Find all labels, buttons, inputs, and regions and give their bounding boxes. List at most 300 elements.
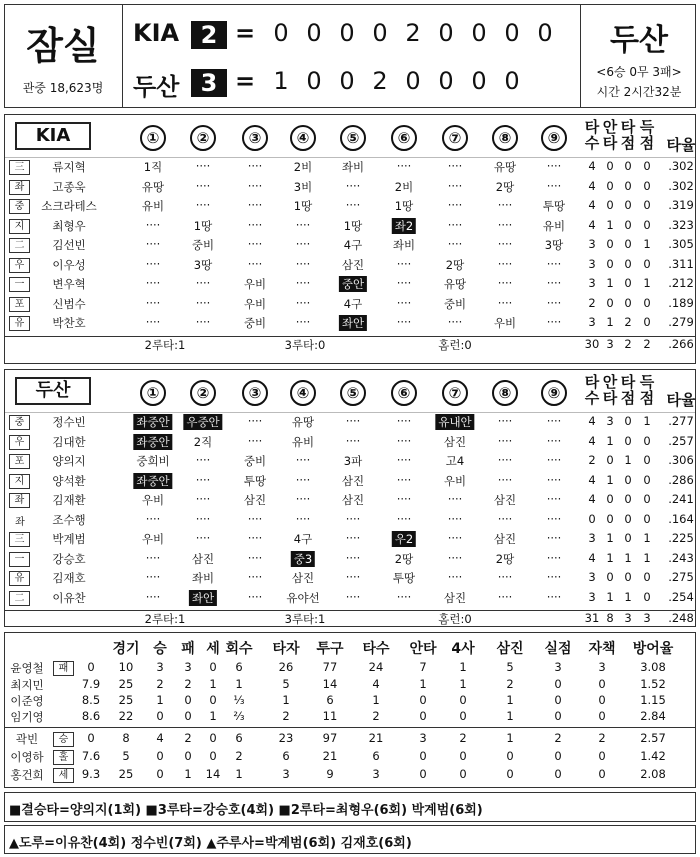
pitcher-bb-6: 0	[459, 767, 467, 781]
kia-atbat-4-2: 중비	[191, 238, 215, 252]
home-equals: =	[235, 67, 256, 95]
kia-inning-header-8: ⑧	[492, 125, 518, 151]
kia-atbat-5-7: 2땅	[445, 257, 465, 272]
doosan-pos-7: 一	[9, 552, 30, 567]
kia-pos-0: 三	[9, 160, 30, 175]
doosan-inning-header-6: ⑥	[391, 380, 417, 406]
pitch-header-11: 실점	[544, 641, 572, 657]
kia-stat-header-3-b: 점	[639, 134, 655, 152]
pitching-table	[4, 632, 696, 788]
away-inning-3: 0	[339, 19, 355, 47]
pitcher-ip-5: 2	[235, 749, 243, 763]
kia-total-ab: 30	[584, 336, 600, 351]
kia-summary-1: 3루타:0	[284, 337, 326, 352]
pitcher-bb-0: 1	[459, 660, 467, 674]
kia-r-1: 0	[643, 178, 651, 193]
pitcher-s-4: 0	[209, 731, 217, 745]
kia-atbat-0-9: ····	[546, 159, 562, 173]
kia-avg-header: 타율	[666, 136, 696, 154]
away-inning-6: 0	[438, 19, 454, 47]
doosan-inning-header-8: ⑧	[492, 380, 518, 406]
doosan-avg-9: .254	[668, 589, 694, 604]
kia-r-5: 0	[643, 256, 651, 271]
pitcher-name-3: 임기영	[10, 710, 44, 724]
kia-ab-5: 3	[588, 256, 596, 271]
kia-atbat-8-2: ····	[195, 315, 211, 329]
pitcher-name-0: 윤영철	[10, 661, 44, 675]
doosan-r-4: 0	[643, 492, 651, 506]
doosan-atbat-4-2: ····	[195, 492, 211, 506]
doosan-stat-header-0	[585, 374, 600, 406]
doosan-atbat-7-1: ····	[145, 550, 161, 565]
doosan-batting-table	[4, 369, 696, 627]
pitcher-er-1: 0	[598, 677, 606, 691]
stadium-name: 잠실	[26, 24, 100, 68]
doosan-atbat-4-4: ····	[295, 492, 311, 506]
pitcher-er-6: 0	[598, 767, 606, 781]
pitcher-np-4: 97	[322, 731, 338, 745]
pitcher-bf-0: 26	[278, 660, 294, 674]
doosan-atbat-4-9: ····	[546, 492, 562, 506]
pitcher-g-0: 10	[118, 660, 134, 674]
doosan-atbat-1-1: 좌중안	[133, 434, 172, 450]
doosan-atbat-1-6: ····	[396, 433, 412, 448]
pitcher-so-6: 0	[506, 767, 514, 781]
doosan-h-6: 1	[606, 531, 614, 545]
kia-batting-table	[4, 114, 696, 364]
kia-r-7: 0	[643, 295, 651, 310]
kia-atbat-6-3: 우비	[243, 277, 267, 291]
kia-atbat-1-8: 2땅	[495, 179, 515, 194]
doosan-atbat-7-3: ····	[247, 550, 263, 565]
doosan-h-5: 0	[606, 511, 614, 526]
doosan-ab-6: 3	[588, 531, 596, 545]
kia-stat-header-0	[585, 119, 600, 151]
kia-atbat-2-5: ····	[345, 198, 361, 212]
kia-pos-3: 지	[9, 219, 30, 234]
doosan-atbat-9-7: 삼진	[443, 590, 467, 605]
pitch-header-9: 4사	[451, 641, 475, 657]
doosan-h-4: 0	[606, 492, 614, 506]
kia-avg-2: .319	[668, 198, 694, 212]
kia-stat-header-3-a: 득	[639, 118, 655, 136]
kia-player-name-6: 변우혁	[52, 277, 86, 291]
pitch-header-10: 삼진	[496, 641, 524, 657]
kia-atbat-0-3: ····	[247, 159, 263, 173]
pitcher-s-1: 1	[209, 677, 217, 691]
kia-rbi-4: 0	[624, 237, 632, 251]
kia-atbat-5-3: ····	[247, 256, 263, 271]
kia-atbat-8-8: 우비	[493, 316, 517, 330]
doosan-ab-4: 4	[588, 492, 596, 506]
kia-avg-4: .305	[668, 237, 694, 251]
doosan-avg-3: .286	[668, 472, 694, 487]
kia-total-r: 2	[643, 336, 651, 351]
kia-r-2: 0	[643, 198, 651, 212]
doosan-atbat-2-8: ····	[497, 453, 513, 467]
kia-h-2: 0	[606, 198, 614, 212]
doosan-inning-header-5: ⑤	[340, 380, 366, 406]
pitcher-r-6: 0	[554, 767, 562, 781]
doosan-h-3: 1	[606, 472, 614, 487]
doosan-player-name-3: 양석환	[52, 473, 86, 488]
doosan-avg-2: .306	[668, 453, 694, 467]
kia-h-3: 1	[606, 217, 614, 232]
pitcher-w-3: 0	[156, 709, 164, 723]
doosan-atbat-1-8: ····	[497, 433, 513, 448]
pitcher-era0-2: 8.5	[81, 693, 101, 707]
home-team-name: 두산	[133, 73, 180, 101]
pitcher-decision-5: 홀	[53, 750, 74, 765]
pitcher-h-6: 0	[419, 767, 427, 781]
doosan-atbat-8-4: 삼진	[291, 571, 315, 585]
kia-ab-8: 3	[588, 315, 596, 329]
pitcher-name-5: 이영하	[10, 750, 44, 764]
kia-player-name-1: 고종욱	[52, 179, 86, 194]
doosan-atbat-2-5: 3파	[343, 454, 363, 468]
doosan-atbat-8-9: ····	[546, 570, 562, 584]
pitcher-so-4: 1	[506, 731, 514, 745]
away-equals: =	[235, 19, 256, 47]
pitcher-np-0: 77	[322, 660, 338, 674]
kia-rbi-0: 0	[624, 159, 632, 173]
kia-atbat-0-8: 유땅	[493, 160, 517, 174]
kia-rbi-8: 2	[624, 315, 632, 329]
kia-atbat-8-5: 좌안	[339, 315, 367, 331]
pitch-header-1: 승	[153, 641, 167, 657]
doosan-stat-header-2-a: 타	[620, 373, 636, 391]
doosan-stat-header-3	[640, 374, 655, 406]
kia-rbi-7: 0	[624, 295, 632, 310]
kia-atbat-1-7: ····	[447, 178, 463, 193]
doosan-rbi-1: 0	[624, 433, 632, 448]
doosan-player-name-0: 정수빈	[52, 415, 86, 429]
doosan-atbat-0-8: ····	[497, 414, 513, 428]
pitcher-np-6: 9	[326, 767, 334, 781]
kia-atbat-7-9: ····	[546, 295, 562, 310]
pitcher-era-1: 1.52	[640, 677, 666, 691]
doosan-atbat-5-9: ····	[546, 511, 562, 526]
doosan-atbat-9-8: ····	[497, 589, 513, 604]
kia-inning-header-7: ⑦	[442, 125, 468, 151]
kia-atbat-0-4: 2비	[293, 160, 313, 174]
kia-ab-6: 3	[588, 276, 596, 290]
doosan-atbat-8-3: ····	[247, 570, 263, 584]
pitcher-s-5: 0	[209, 749, 217, 763]
kia-atbat-8-3: 중비	[243, 316, 267, 330]
doosan-total-avg: .248	[668, 611, 694, 625]
pitcher-r-3: 0	[554, 709, 562, 723]
doosan-atbat-3-6: ····	[396, 472, 412, 487]
doosan-rbi-2: 1	[624, 453, 632, 467]
doosan-pos-3: 지	[9, 474, 30, 489]
pitcher-decision-6: 세	[53, 768, 74, 783]
doosan-pos-2: 포	[9, 454, 30, 469]
home-inning-8: 0	[504, 67, 520, 95]
doosan-total-ab: 31	[584, 611, 600, 625]
kia-player-name-4: 김선빈	[52, 238, 86, 252]
doosan-atbat-5-3: ····	[247, 511, 263, 526]
kia-atbat-4-6: 좌비	[392, 238, 416, 252]
pitcher-l-1: 2	[184, 677, 192, 691]
doosan-r-5: 0	[643, 511, 651, 526]
doosan-atbat-5-1: ····	[145, 511, 161, 526]
kia-atbat-1-4: 3비	[293, 179, 313, 194]
pitcher-era0-1: 7.9	[81, 677, 101, 691]
doosan-r-1: 0	[643, 433, 651, 448]
doosan-inning-header-9: ⑨	[541, 380, 567, 406]
kia-atbat-6-1: ····	[145, 276, 161, 290]
kia-rbi-6: 0	[624, 276, 632, 290]
doosan-rbi-9: 1	[624, 589, 632, 604]
pitcher-ip-0: 6	[235, 660, 243, 674]
winner-team: 두산	[610, 23, 668, 58]
kia-atbat-7-4: ····	[295, 295, 311, 310]
kia-atbat-2-6: 1땅	[394, 199, 414, 213]
doosan-atbat-4-5: 삼진	[341, 493, 365, 507]
pitcher-ab-2: 1	[372, 693, 380, 707]
doosan-r-7: 1	[643, 550, 651, 565]
doosan-rbi-0: 0	[624, 414, 632, 428]
kia-stat-header-0-a: 타	[584, 118, 600, 136]
kia-atbat-1-3: ····	[247, 178, 263, 193]
pitcher-l-2: 0	[184, 693, 192, 707]
kia-pos-4: 二	[9, 238, 30, 253]
doosan-h-0: 3	[606, 414, 614, 428]
doosan-atbat-7-8: 2땅	[495, 551, 515, 566]
doosan-h-7: 1	[606, 550, 614, 565]
pitch-header-3: 세	[206, 641, 220, 657]
home-runs: 3	[191, 69, 227, 97]
doosan-inning-header-4: ④	[290, 380, 316, 406]
kia-player-name-5: 이우성	[52, 257, 86, 272]
pitcher-r-4: 2	[554, 731, 562, 745]
doosan-player-name-2: 양의지	[52, 454, 86, 468]
home-inning-3: 0	[339, 67, 355, 95]
kia-ab-4: 3	[588, 237, 596, 251]
pitcher-h-5: 0	[419, 749, 427, 763]
doosan-summary-2: 홈런:0	[438, 612, 472, 626]
doosan-atbat-9-5: ····	[345, 589, 361, 604]
doosan-atbat-9-4: 유야선	[286, 590, 320, 605]
kia-avg-8: .279	[668, 315, 694, 329]
doosan-atbat-0-7: 유내안	[435, 414, 474, 430]
attendance: 관중 18,623명	[22, 81, 104, 95]
pitcher-bf-5: 6	[282, 749, 290, 763]
doosan-player-name-7: 강승호	[52, 551, 86, 566]
kia-atbat-5-9: ····	[546, 256, 562, 271]
doosan-atbat-0-6: ····	[396, 414, 412, 428]
kia-inning-header-4: ④	[290, 125, 316, 151]
doosan-atbat-6-1: 우비	[141, 532, 165, 546]
kia-atbat-1-9: ····	[546, 178, 562, 193]
away-inning-9: 0	[537, 19, 553, 47]
pitch-header-4: 회수	[225, 641, 253, 657]
kia-inning-header-2: ②	[190, 125, 216, 151]
pitcher-g-3: 22	[118, 709, 134, 723]
kia-h-6: 1	[606, 276, 614, 290]
doosan-pos-0: 중	[9, 415, 30, 430]
doosan-atbat-7-5: ····	[345, 550, 361, 565]
pitcher-so-5: 0	[506, 749, 514, 763]
pitch-header-12: 자책	[588, 641, 616, 657]
doosan-rbi-4: 0	[624, 492, 632, 506]
home-inning-7: 0	[471, 67, 487, 95]
kia-atbat-3-6: 좌2	[392, 218, 416, 234]
kia-atbat-6-9: ····	[546, 276, 562, 290]
pitcher-bf-3: 2	[282, 709, 290, 723]
kia-atbat-3-9: 유비	[542, 218, 566, 233]
kia-atbat-5-6: ····	[396, 256, 412, 271]
pitcher-s-6: 14	[205, 767, 221, 781]
pitcher-name-1: 최지민	[10, 678, 44, 692]
doosan-stat-header-3-b: 점	[639, 389, 655, 407]
kia-ab-0: 4	[588, 159, 596, 173]
pitcher-r-1: 0	[554, 677, 562, 691]
doosan-atbat-0-2: 우중안	[183, 414, 222, 430]
doosan-atbat-3-2: ····	[195, 472, 211, 487]
doosan-total-r: 3	[643, 611, 651, 625]
kia-atbat-0-7: ····	[447, 159, 463, 173]
away-team-name: KIA	[133, 19, 180, 47]
pitcher-ab-1: 4	[372, 677, 380, 691]
doosan-player-name-8: 김재호	[52, 571, 86, 585]
kia-h-4: 0	[606, 237, 614, 251]
kia-atbat-3-5: 1땅	[343, 218, 363, 233]
kia-atbat-0-1: 1직	[143, 160, 163, 174]
kia-inning-header-1: ①	[140, 125, 166, 151]
pitch-header-0: 경기	[112, 641, 140, 657]
pitcher-h-0: 7	[419, 660, 427, 674]
pitch-header-5: 타자	[272, 641, 300, 657]
doosan-ab-7: 4	[588, 550, 596, 565]
doosan-atbat-8-8: ····	[497, 570, 513, 584]
pitcher-ab-4: 21	[368, 731, 384, 745]
pitcher-l-0: 3	[184, 660, 192, 674]
pitch-header-13: 방어율	[632, 641, 674, 657]
doosan-avg-0: .277	[668, 414, 694, 428]
pitcher-w-1: 2	[156, 677, 164, 691]
kia-atbat-5-8: ····	[497, 256, 513, 271]
away-inning-7: 0	[471, 19, 487, 47]
kia-summary-2: 홈런:0	[438, 337, 472, 352]
doosan-atbat-2-9: ····	[546, 453, 562, 467]
doosan-ab-2: 2	[588, 453, 596, 467]
doosan-ab-8: 3	[588, 570, 596, 584]
kia-atbat-3-4: ····	[295, 217, 311, 232]
doosan-atbat-6-9: ····	[546, 531, 562, 545]
kia-atbat-8-7: ····	[447, 315, 463, 329]
doosan-stat-header-0-a: 타	[584, 373, 600, 391]
pitcher-h-1: 1	[419, 677, 427, 691]
kia-stat-header-2-a: 타	[620, 118, 636, 136]
pitcher-bf-4: 23	[278, 731, 294, 745]
pitcher-name-2: 이준영	[10, 694, 44, 708]
scoreboard-header	[4, 4, 696, 108]
doosan-avg-header: 타율	[666, 391, 696, 409]
pitcher-era0-4: 0	[87, 731, 95, 745]
kia-atbat-5-2: 3땅	[193, 257, 213, 272]
doosan-r-8: 0	[643, 570, 651, 584]
doosan-atbat-1-5: ····	[345, 433, 361, 448]
away-inning-8: 0	[504, 19, 520, 47]
kia-avg-6: .212	[668, 276, 694, 290]
kia-atbat-7-3: 우비	[243, 296, 267, 311]
pitcher-name-4: 곽빈	[15, 732, 39, 746]
doosan-pos-1: 우	[9, 435, 30, 450]
doosan-atbat-6-6: 우2	[392, 531, 416, 547]
doosan-stat-header-3-a: 득	[639, 373, 655, 391]
pitcher-er-2: 0	[598, 693, 606, 707]
pitcher-np-3: 11	[322, 709, 338, 723]
doosan-r-2: 0	[643, 453, 651, 467]
kia-r-4: 1	[643, 237, 651, 251]
doosan-pos-6: 三	[9, 532, 30, 547]
pitcher-bf-2: 1	[282, 693, 290, 707]
pitcher-ip-4: 6	[235, 731, 243, 745]
kia-atbat-6-7: 유땅	[443, 277, 467, 291]
kia-atbat-5-1: ····	[145, 256, 161, 271]
kia-r-8: 0	[643, 315, 651, 329]
doosan-atbat-3-5: 삼진	[341, 473, 365, 488]
doosan-stat-header-1-a: 안	[602, 373, 618, 391]
notes-line-2: ▲도루=이유찬(4회) 정수빈(7회) ▲주루사=박계범(6회) 김재호(6회)	[9, 836, 412, 851]
doosan-avg-1: .257	[668, 433, 694, 448]
doosan-atbat-0-9: ····	[546, 414, 562, 428]
doosan-atbat-7-4: 중3	[291, 551, 315, 567]
kia-inning-header-5: ⑤	[340, 125, 366, 151]
kia-stat-header-2	[621, 119, 636, 151]
notes-line-1: ■결승타=양의지(1회) ■3루타=강승호(4회) ■2루타=최형우(6회) 박계범(6회)	[9, 803, 483, 818]
away-inning-5: 2	[405, 19, 421, 47]
kia-atbat-7-6: ····	[396, 295, 412, 310]
kia-atbat-8-1: ····	[145, 315, 161, 329]
pitcher-r-5: 0	[554, 749, 562, 763]
kia-atbat-1-6: 2비	[394, 179, 414, 194]
kia-atbat-4-8: ····	[497, 237, 513, 251]
kia-stat-header-0-b: 수	[584, 134, 600, 152]
doosan-atbat-1-4: 유비	[291, 434, 315, 449]
doosan-h-9: 1	[606, 589, 614, 604]
kia-pos-7: 포	[9, 297, 30, 312]
doosan-rbi-8: 0	[624, 570, 632, 584]
doosan-r-3: 0	[643, 472, 651, 487]
doosan-atbat-6-3: ····	[247, 531, 263, 545]
pitcher-so-2: 1	[506, 693, 514, 707]
kia-atbat-2-8: ····	[497, 198, 513, 212]
doosan-atbat-0-1: 좌중안	[133, 414, 172, 430]
doosan-atbat-5-6: ····	[396, 511, 412, 526]
pitcher-h-4: 3	[419, 731, 427, 745]
kia-ab-1: 4	[588, 178, 596, 193]
kia-atbat-8-9: ····	[546, 315, 562, 329]
doosan-atbat-4-8: 삼진	[493, 493, 517, 507]
pitcher-h-3: 0	[419, 709, 427, 723]
kia-inning-header-9: ⑨	[541, 125, 567, 151]
doosan-atbat-5-8: ····	[497, 511, 513, 526]
doosan-atbat-8-6: 투땅	[392, 571, 416, 585]
doosan-r-0: 1	[643, 414, 651, 428]
pitcher-era-5: 1.42	[640, 749, 666, 763]
doosan-atbat-3-4: ····	[295, 472, 311, 487]
pitcher-w-2: 1	[156, 693, 164, 707]
doosan-player-name-6: 박계범	[52, 532, 86, 546]
doosan-player-name-4: 김재환	[52, 493, 86, 507]
doosan-h-8: 0	[606, 570, 614, 584]
doosan-inning-header-2: ②	[190, 380, 216, 406]
pitcher-ip-6: 1	[235, 767, 243, 781]
kia-atbat-2-4: 1땅	[293, 199, 313, 213]
